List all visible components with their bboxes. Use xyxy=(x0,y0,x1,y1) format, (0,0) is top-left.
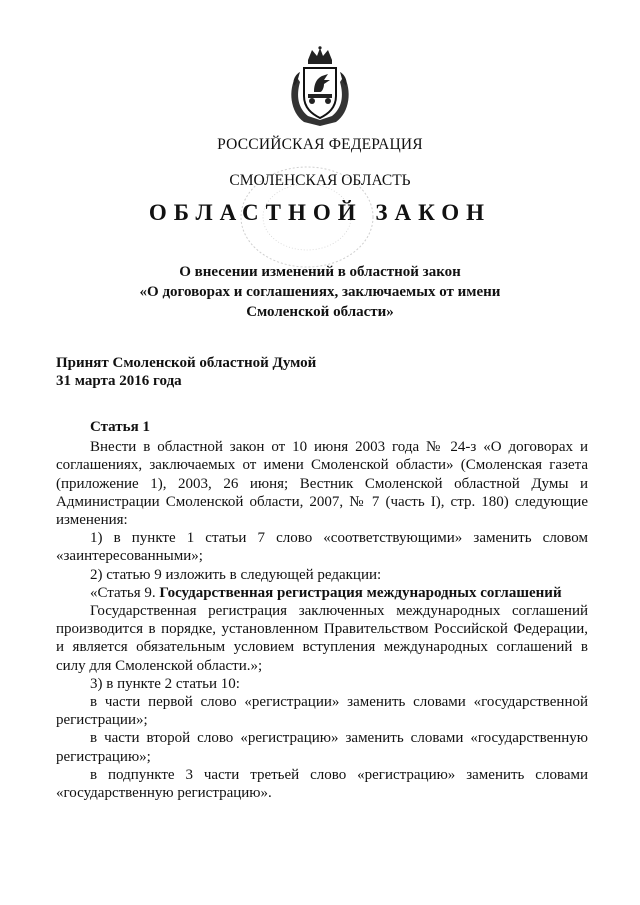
law-title xyxy=(0,262,640,322)
article-intro: Внести в областной закон от 10 июня 2003 года № 24-з «О договорах и соглашениях, заключаемых от имени Смоленской области» (Смоленская газета (приложение 1), 2003, 26 июня; Вестник Смоленской областной Думы и Администрации Смоленской области, 2007, № 7 (часть I), стр. 180) следующие изменения: xyxy=(56,439,588,529)
article-9-text: Государственная регистрация заключенных международных соглашений производится в порядке, установленном Правительством Российской Федерации, и является обязательным условием вступления международных соглашений в силу для Смоленской области.»; xyxy=(56,603,588,674)
article-9-title: Государственная регистрация международных соглашений xyxy=(159,584,562,601)
law-title-line: Смоленской области» xyxy=(246,304,394,320)
article-item-3c: в подпункте 3 части третьей слово «регистрацию» заменить словами «государственную регистрацию». xyxy=(56,766,588,802)
law-title-line: «О договорах и соглашениях, заключаемых от имени xyxy=(139,284,501,300)
article-item-3: 3) в пункте 2 статьи 10: xyxy=(90,675,240,692)
article-item-2: 2) статью 9 изложить в следующей редакции: xyxy=(90,566,382,583)
adoption-note xyxy=(56,354,316,390)
coat-of-arms-emblem xyxy=(284,46,356,128)
article-heading: Статья 1 xyxy=(90,419,150,435)
adoption-body: Принят Смоленской областной Думой xyxy=(56,355,317,371)
document-type-heading: ОБЛАСТНОЙ ЗАКОН xyxy=(148,200,492,225)
adoption-date: 31 марта 2016 года xyxy=(56,373,182,389)
article-body xyxy=(56,418,588,802)
region-heading: СМОЛЕНСКАЯ ОБЛАСТЬ xyxy=(229,172,411,189)
country-heading: РОССИЙСКАЯ ФЕДЕРАЦИЯ xyxy=(217,136,423,153)
article-9-heading xyxy=(56,584,588,602)
article-item-1: 1) в пункте 1 статьи 7 слово «соответствующими» заменить словом «заинтересованными»; xyxy=(56,530,588,565)
law-title-line: О внесении изменений в областной закон xyxy=(179,264,461,280)
article-item-3a: в части первой слово «регистрации» заменить словами «государственной регистрации»; xyxy=(56,694,588,729)
article-9-prefix: «Статья 9. xyxy=(90,584,156,601)
article-item-3b: в части второй слово «регистрацию» заменить словами «государственную регистрацию»; xyxy=(56,730,588,765)
